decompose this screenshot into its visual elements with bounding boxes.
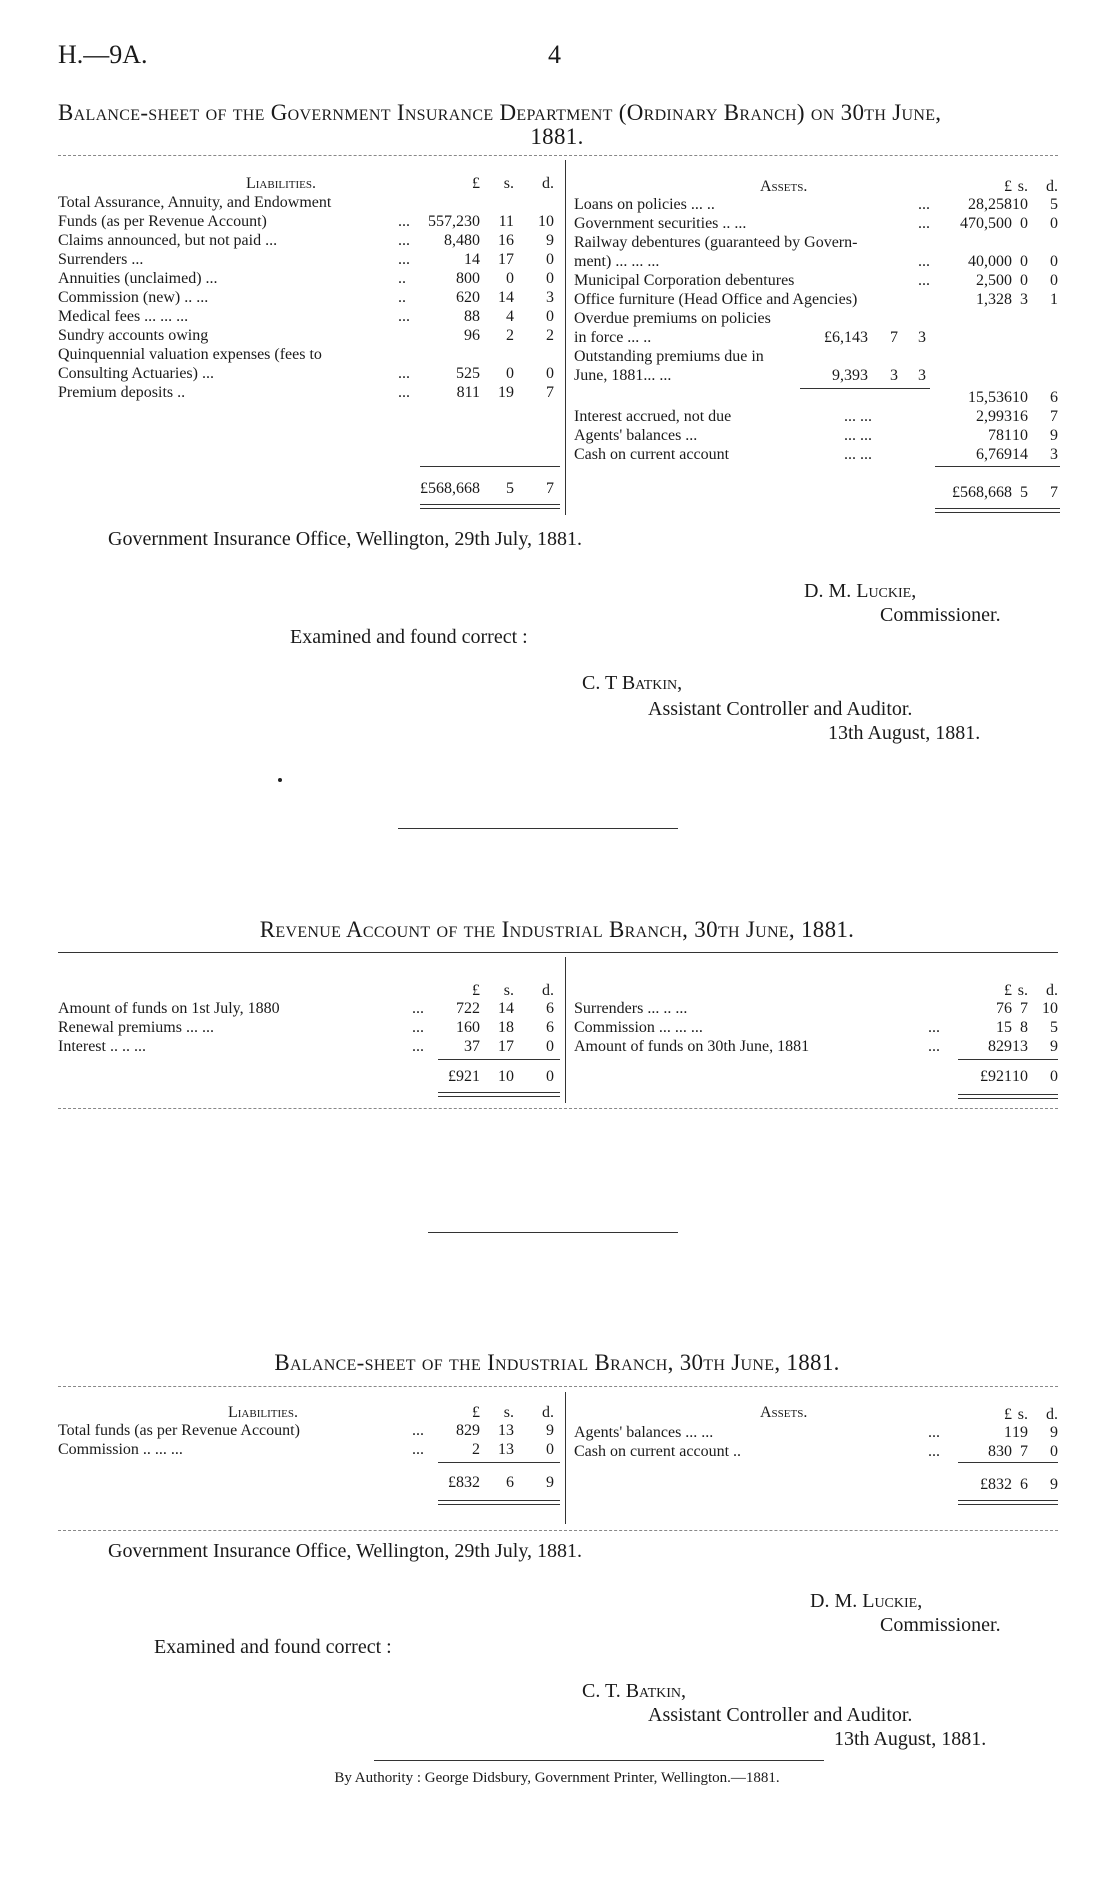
s3-left-total-shillings: 6 — [506, 1474, 514, 1491]
s3-liability-leader: ... — [412, 1441, 424, 1458]
asset-label: Government securities .. ... — [574, 215, 747, 232]
asset-leader: ... ... — [844, 408, 872, 425]
s3-asset-pence: 0 — [1050, 1443, 1058, 1460]
liability-leader: ... — [398, 384, 410, 401]
asset-pounds: 1,328 — [976, 291, 1012, 308]
asset-leader: ... ... — [844, 427, 872, 444]
s1-assets-total-pence: 7 — [1050, 484, 1058, 501]
s3-asset-leader: ... — [928, 1424, 940, 1441]
expenditure-item-pounds: 829 — [988, 1038, 1012, 1055]
ink-dot — [278, 778, 282, 782]
liability-pence: 0 — [546, 308, 554, 325]
s3-liabilities-heading: Liabilities. — [228, 1404, 298, 1421]
s3-liability-label: Commission .. ... ... — [58, 1441, 183, 1458]
s2-right-total-pence: 0 — [1050, 1068, 1058, 1085]
liability-shillings: 0 — [506, 365, 514, 382]
asset-leader: ... ... — [844, 446, 872, 463]
s3-liability-label: Total funds (as per Revenue Account) — [58, 1422, 300, 1439]
asset-pence: 1 — [1050, 291, 1058, 308]
s2-right-total-pounds: £921 — [980, 1068, 1012, 1085]
expenditure-item-leader: ... — [928, 1038, 940, 1055]
s1-assets-heading: Assets. — [760, 178, 808, 195]
asset-label: Railway debentures (guaranteed by Govern- — [574, 234, 858, 251]
liability-label: Surrenders ... — [58, 251, 144, 268]
asset-pence: 0 — [1050, 272, 1058, 289]
liability-pounds: 525 — [456, 365, 480, 382]
s3-asset-pounds: 1 — [1004, 1424, 1012, 1441]
liability-shillings: 17 — [498, 251, 514, 268]
asset-label: Overdue premiums on policies — [574, 310, 771, 327]
revenue-item-pence: 0 — [546, 1038, 554, 1055]
s3-liability-shillings: 13 — [498, 1422, 514, 1439]
s2-bottom-rule — [58, 1108, 1058, 1109]
s1-liab-cur-l: £ — [472, 175, 480, 192]
liability-pounds: 800 — [456, 270, 480, 287]
liability-leader: ... — [398, 365, 410, 382]
s1-liab-total-pounds: £568,668 — [420, 480, 480, 497]
s1-examined: Examined and found correct : — [290, 626, 528, 648]
s1-assets-total-double-rule — [935, 508, 1060, 513]
revenue-item-pence: 6 — [546, 1019, 554, 1036]
liability-pence: 2 — [546, 327, 554, 344]
liability-label: Quinquennial valuation expenses (fees to — [58, 346, 322, 363]
s1-assets-total-shillings: 5 — [1020, 484, 1028, 501]
s1-liab-total-double-rule — [420, 504, 560, 509]
expenditure-item-shillings: 13 — [1012, 1038, 1028, 1055]
expenditure-item-shillings: 8 — [1020, 1019, 1028, 1036]
asset-pounds: 2,500 — [976, 272, 1012, 289]
liability-leader: .. — [398, 270, 406, 287]
expenditure-item-pounds: 15 — [996, 1019, 1012, 1036]
s1-divider — [565, 160, 566, 515]
premium-sub-label: Outstanding premiums due in — [574, 348, 764, 365]
s3-role-auditor: Assistant Controller and Auditor. — [648, 1704, 913, 1726]
s3-right-cur-l: £ — [1004, 1406, 1012, 1423]
s3-bottom-rule — [58, 1530, 1058, 1531]
s3-liability-pounds: 829 — [456, 1422, 480, 1439]
expenditure-item-pence: 5 — [1050, 1019, 1058, 1036]
revenue-item-label: Renewal premiums ... ... — [58, 1019, 214, 1036]
revenue-item-label: Interest .. .. ... — [58, 1038, 146, 1055]
asset-pounds: 6,769 — [976, 446, 1012, 463]
s3-left-cur-l: £ — [472, 1404, 480, 1421]
asset-shillings: 0 — [1020, 253, 1028, 270]
expenditure-item-label: Surrenders ... .. ... — [574, 1000, 688, 1017]
asset-shillings: 10 — [1012, 196, 1028, 213]
asset-shillings: 14 — [1012, 446, 1028, 463]
liability-pounds: 8,480 — [444, 232, 480, 249]
footer-rule — [374, 1760, 824, 1761]
liability-pence: 10 — [538, 213, 554, 230]
expenditure-item-leader: ... — [928, 1019, 940, 1036]
s3-divider — [565, 1392, 566, 1524]
liability-label: Sundry accounts owing — [58, 327, 209, 344]
s3-asset-shillings: 19 — [1012, 1424, 1028, 1441]
premium-sub-label: in force ... .. — [574, 329, 652, 346]
printer-imprint: By Authority : George Didsbury, Government Printer, Wellington.—1881. — [334, 1770, 780, 1786]
s1-office-line: Government Insurance Office, Wellington, 29th July, 1881. — [108, 528, 583, 550]
liability-label: Total Assurance, Annuity, and Endowment — [58, 194, 332, 211]
s2-top-rule — [58, 952, 1058, 953]
s3-right-total-double-rule — [958, 1500, 1058, 1505]
expenditure-item-pence: 10 — [1042, 1000, 1058, 1017]
asset-label: Interest accrued, not due — [574, 408, 732, 425]
asset-shillings: 3 — [1020, 291, 1028, 308]
s3-liability-pence: 9 — [546, 1422, 554, 1439]
s1-premium-sub-rule — [800, 388, 930, 389]
revenue-item-pounds: 722 — [456, 1000, 480, 1017]
asset-label: Cash on current account — [574, 446, 730, 463]
s3-date-auditor: 13th August, 1881. — [834, 1728, 987, 1750]
s1-liab-cur-d: d. — [542, 175, 554, 192]
premium-sub-shillings: 7 — [890, 329, 898, 346]
asset-pence: 0 — [1050, 215, 1058, 232]
liability-shillings: 4 — [506, 308, 514, 325]
s3-examined: Examined and found correct : — [154, 1636, 392, 1658]
s2-right-total-shillings: 10 — [1012, 1068, 1028, 1085]
liability-shillings: 19 — [498, 384, 514, 401]
s3-left-total-pence: 9 — [546, 1474, 554, 1491]
s2-right-total-double-rule — [958, 1094, 1058, 1099]
liability-label: Annuities (unclaimed) ... — [58, 270, 218, 287]
s3-left-cur-d: d. — [542, 1404, 554, 1421]
s3-left-total-pounds: £832 — [448, 1474, 480, 1491]
revenue-item-shillings: 18 — [498, 1019, 514, 1036]
liability-leader: .. — [398, 289, 406, 306]
s3-right-total-pounds: £832 — [980, 1476, 1012, 1493]
revenue-item-shillings: 14 — [498, 1000, 514, 1017]
s1-role-auditor: Assistant Controller and Auditor. — [648, 698, 913, 720]
liability-pounds: 88 — [464, 308, 480, 325]
asset-pence: 5 — [1050, 196, 1058, 213]
document-reference: H.—9A. — [58, 40, 148, 69]
s3-office-line: Government Insurance Office, Wellington, 29th July, 1881. — [108, 1540, 583, 1562]
liability-leader: ... — [398, 213, 410, 230]
s2-title: Revenue Account of the Industrial Branch, 30th June, 1881. — [259, 917, 855, 942]
asset-label: Loans on policies ... .. — [574, 196, 715, 213]
s3-top-rule — [58, 1386, 1058, 1387]
s1-assets-total-rule — [935, 466, 1060, 467]
s3-right-cur-s: s. — [1017, 1406, 1028, 1423]
liability-shillings: 11 — [498, 213, 514, 230]
s1-asset-cur-s: s. — [1017, 178, 1028, 195]
asset-pence: 0 — [1050, 253, 1058, 270]
revenue-item-label: Amount of funds on 1st July, 1880 — [58, 1000, 280, 1017]
s3-right-total-shillings: 6 — [1020, 1476, 1028, 1493]
asset-pence: 7 — [1050, 408, 1058, 425]
liability-label: Premium deposits .. — [58, 384, 186, 401]
asset-shillings: 10 — [1012, 427, 1028, 444]
liability-pence: 9 — [546, 232, 554, 249]
liability-pence: 7 — [546, 384, 554, 401]
page-number: 4 — [548, 40, 561, 69]
liability-leader: ... — [398, 251, 410, 268]
s1-liab-total-pence: 7 — [546, 480, 554, 497]
revenue-item-pounds: 160 — [456, 1019, 480, 1036]
s2-left-total-shillings: 10 — [498, 1068, 514, 1085]
revenue-item-pence: 6 — [546, 1000, 554, 1017]
asset-label: Office furniture (Head Office and Agencies) — [574, 291, 858, 308]
expenditure-item-label: Amount of funds on 30th June, 1881 — [574, 1038, 810, 1055]
asset-label: ment) ... ... ... — [574, 253, 660, 270]
premium-sub-pence: 3 — [918, 329, 926, 346]
liability-shillings: 14 — [498, 289, 514, 306]
s1-signer-auditor: C. T Batkin, — [582, 672, 683, 694]
liability-pence: 0 — [546, 251, 554, 268]
liability-shillings: 16 — [498, 232, 514, 249]
s1-title-year: 1881. — [530, 124, 584, 149]
liability-shillings: 2 — [506, 327, 514, 344]
asset-leader: ... — [918, 272, 930, 289]
asset-pounds: 781 — [988, 427, 1012, 444]
liability-label: Funds (as per Revenue Account) — [58, 213, 267, 230]
asset-shillings: 0 — [1020, 272, 1028, 289]
s3-liability-shillings: 13 — [498, 1441, 514, 1458]
liability-pounds: 620 — [456, 289, 480, 306]
s3-signer-auditor: C. T. Batkin, — [582, 1680, 687, 1702]
s3-asset-pence: 9 — [1050, 1424, 1058, 1441]
liability-label: Consulting Actuaries) ... — [58, 365, 214, 382]
s1-separator — [398, 828, 678, 829]
s2-left-cur-d: d. — [542, 982, 554, 999]
revenue-item-pounds: 37 — [464, 1038, 480, 1055]
liability-shillings: 0 — [506, 270, 514, 287]
expenditure-item-shillings: 7 — [1020, 1000, 1028, 1017]
s3-left-cur-s: s. — [503, 1404, 514, 1421]
expenditure-item-pence: 9 — [1050, 1038, 1058, 1055]
s3-asset-label: Agents' balances ... ... — [574, 1424, 714, 1441]
liability-pence: 0 — [546, 365, 554, 382]
premium-sub-shillings: 3 — [890, 367, 898, 384]
s3-right-cur-d: d. — [1046, 1406, 1058, 1423]
s3-assets-heading: Assets. — [760, 1404, 808, 1421]
s1-liab-total-rule — [420, 466, 560, 467]
expenditure-item-pounds: 76 — [996, 1000, 1012, 1017]
s3-right-total-pence: 9 — [1050, 1476, 1058, 1493]
s3-signer-commissioner: D. M. Luckie, — [810, 1590, 923, 1612]
s3-liability-leader: ... — [412, 1422, 424, 1439]
s1-role-commissioner: Commissioner. — [880, 604, 1001, 626]
s1-liab-total-shillings: 5 — [506, 480, 514, 497]
s1-liabilities-heading: Liabilities. — [246, 175, 316, 192]
s1-asset-cur-l: £ — [1004, 178, 1012, 195]
asset-leader: ... — [918, 196, 930, 213]
asset-pounds: 470,500 — [960, 215, 1012, 232]
s2-left-cur-l: £ — [472, 982, 480, 999]
revenue-item-leader: ... — [412, 1019, 424, 1036]
premium-sub-pence: 3 — [918, 367, 926, 384]
asset-pounds: 2,993 — [976, 408, 1012, 425]
s3-asset-label: Cash on current account .. — [574, 1443, 742, 1460]
liability-pounds: 811 — [456, 384, 480, 401]
asset-leader: ... — [918, 215, 930, 232]
s1-title: Balance-sheet of the Government Insurance Department (Ordinary Branch) on 30th June, — [58, 100, 942, 125]
s2-right-cur-d: d. — [1046, 982, 1058, 999]
liability-label: Claims announced, but not paid ... — [58, 232, 278, 249]
s3-title: Balance-sheet of the Industrial Branch, 30th June, 1881. — [274, 1350, 840, 1375]
s1-premium-subtotal-pounds: 15,536 — [968, 389, 1012, 406]
s2-left-total-double-rule — [438, 1092, 560, 1097]
asset-label: Municipal Corporation debentures — [574, 272, 795, 289]
liability-pounds: 14 — [464, 251, 480, 268]
s3-asset-pounds: 830 — [988, 1443, 1012, 1460]
s2-left-cur-s: s. — [503, 982, 514, 999]
liability-label: Medical fees ... ... ... — [58, 308, 189, 325]
s3-liability-pence: 0 — [546, 1441, 554, 1458]
expenditure-item-label: Commission ... ... ... — [574, 1019, 703, 1036]
asset-label: Agents' balances ... — [574, 427, 698, 444]
s2-right-cur-s: s. — [1017, 982, 1028, 999]
s2-left-total-rule — [438, 1059, 560, 1060]
s3-role-commissioner: Commissioner. — [880, 1614, 1001, 1636]
s2-divider — [565, 957, 566, 1103]
asset-pence: 3 — [1050, 446, 1058, 463]
s1-liab-cur-s: s. — [503, 175, 514, 192]
liability-pence: 3 — [546, 289, 554, 306]
premium-sub-pounds: 9,393 — [832, 367, 868, 384]
s3-left-total-rule — [438, 1462, 560, 1463]
asset-pence: 9 — [1050, 427, 1058, 444]
asset-shillings: 0 — [1020, 215, 1028, 232]
s1-signer-commissioner: D. M. Luckie, — [804, 580, 917, 602]
liability-leader: ... — [398, 308, 410, 325]
asset-pounds: 28,258 — [968, 196, 1012, 213]
revenue-item-leader: ... — [412, 1038, 424, 1055]
liability-pounds: 96 — [464, 327, 480, 344]
asset-leader: ... — [918, 253, 930, 270]
s3-left-total-double-rule — [438, 1500, 560, 1505]
s3-asset-shillings: 7 — [1020, 1443, 1028, 1460]
revenue-item-shillings: 17 — [498, 1038, 514, 1055]
s3-right-total-rule — [958, 1462, 1058, 1463]
revenue-item-leader: ... — [412, 1000, 424, 1017]
premium-sub-pounds: £6,143 — [824, 329, 868, 346]
s1-premium-subtotal-pence: 6 — [1050, 389, 1058, 406]
s2-right-total-rule — [958, 1059, 1058, 1060]
s1-date-auditor: 13th August, 1881. — [828, 722, 981, 744]
s3-liability-pounds: 2 — [472, 1441, 480, 1458]
s2-right-cur-l: £ — [1004, 982, 1012, 999]
liability-pounds: 557,230 — [428, 213, 480, 230]
asset-pounds: 40,000 — [968, 253, 1012, 270]
s1-asset-cur-d: d. — [1046, 178, 1058, 195]
s2-left-total-pence: 0 — [546, 1068, 554, 1085]
asset-shillings: 16 — [1012, 408, 1028, 425]
s1-assets-total-pounds: £568,668 — [952, 484, 1012, 501]
s2-left-total-pounds: £921 — [448, 1068, 480, 1085]
liability-leader: ... — [398, 232, 410, 249]
liability-pence: 0 — [546, 270, 554, 287]
premium-sub-label: June, 1881... ... — [574, 367, 672, 384]
s2-separator — [428, 1232, 678, 1233]
s1-top-rule — [58, 155, 1058, 156]
s3-asset-leader: ... — [928, 1443, 940, 1460]
s1-premium-subtotal-shillings: 10 — [1012, 389, 1028, 406]
liability-label: Commission (new) .. ... — [58, 289, 209, 306]
